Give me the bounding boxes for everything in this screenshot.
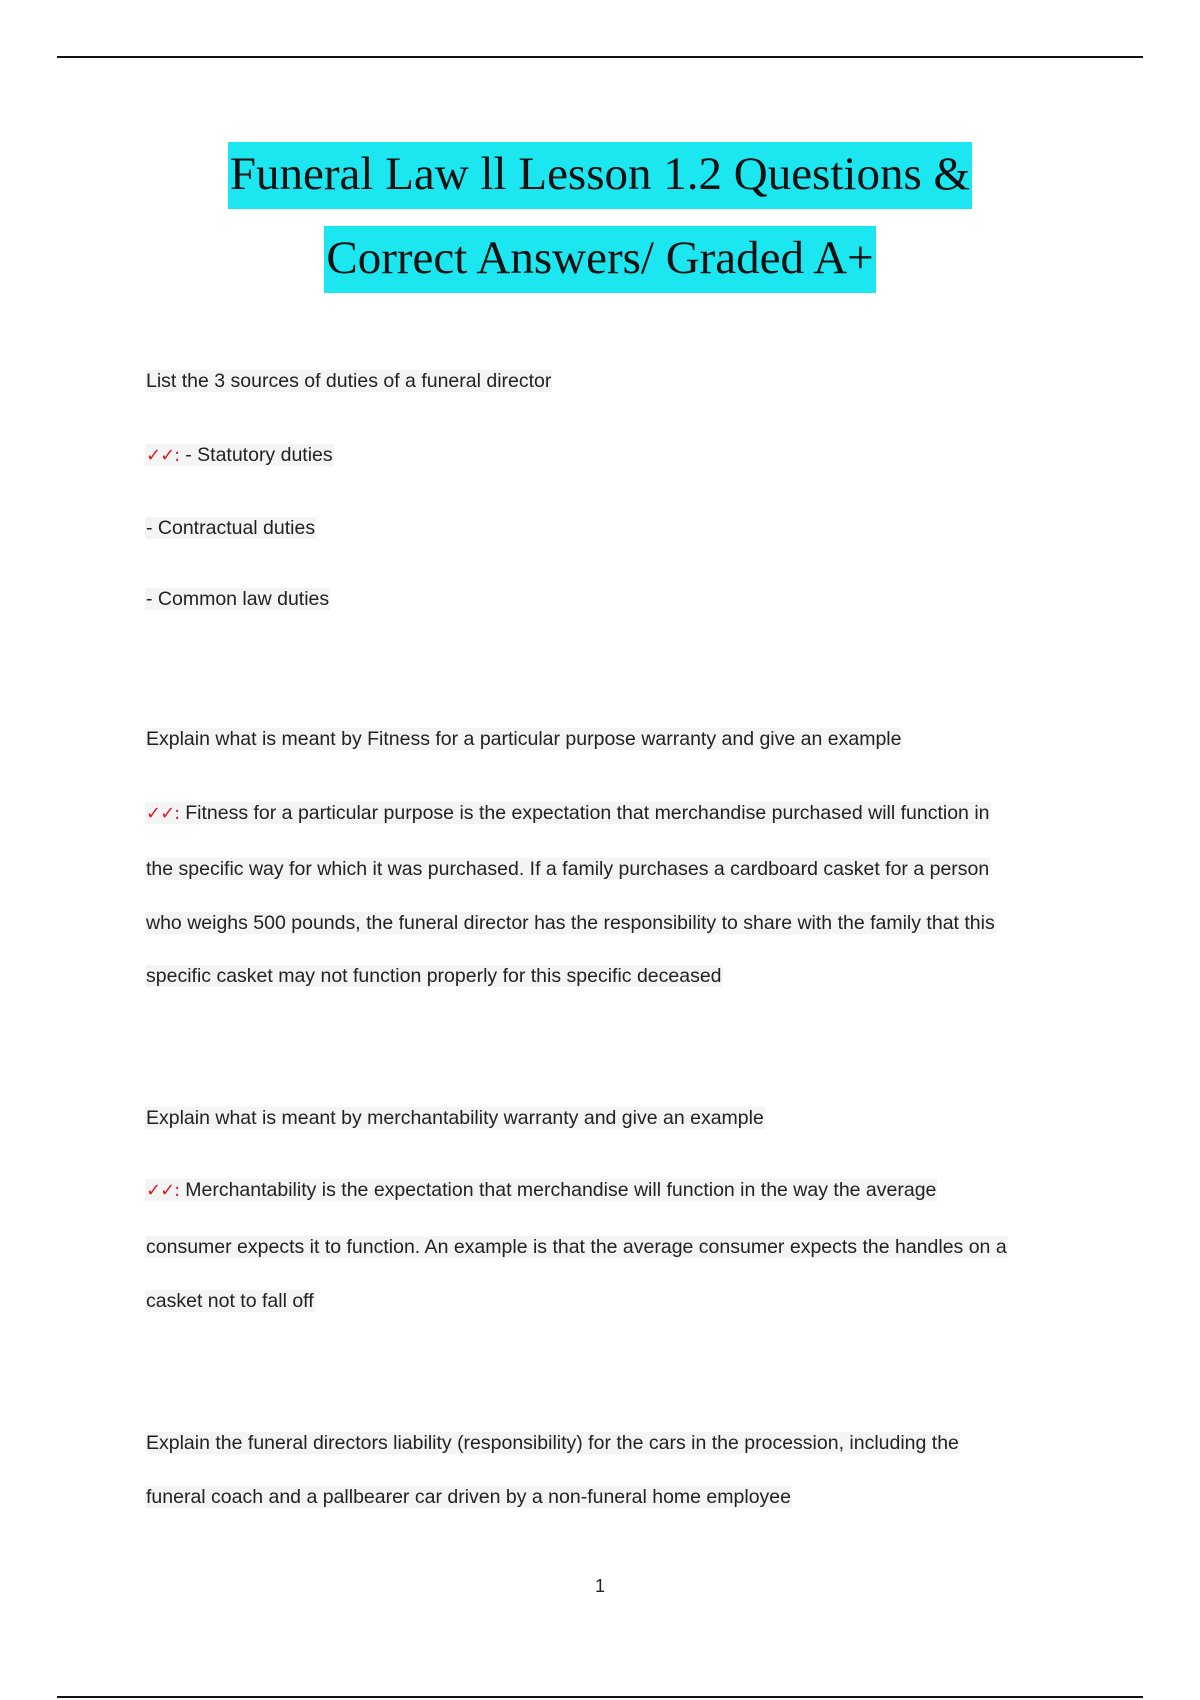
document-title-line-1	[0, 148, 1200, 200]
top-rule	[57, 56, 1143, 58]
answer-text: casket not to fall off	[146, 1290, 314, 1312]
answer-3-line-2	[145, 1233, 1008, 1261]
question-3-line-1: Explain what is meant by merchantability warranty and give an example	[146, 1107, 764, 1129]
question-2	[145, 725, 902, 753]
answer-text: consumer expects it to function. An example is that the average consumer expects the handles on a	[146, 1236, 1007, 1258]
answer-3-line-3	[145, 1287, 315, 1315]
question-3	[145, 1104, 765, 1132]
question-2-line-1: Explain what is meant by Fitness for a particular purpose warranty and give an example	[146, 728, 902, 750]
answer-check-icon: ✓✓:	[146, 803, 180, 824]
document-title-line-2	[0, 232, 1200, 284]
question-4-line-1	[145, 1429, 960, 1457]
answer-1-line-3	[145, 585, 330, 613]
answer-2-line-4	[145, 962, 723, 990]
question-4-line-2	[145, 1483, 792, 1511]
answer-text: - Common law duties	[146, 588, 330, 610]
answer-text: Fitness for a particular purpose is the expectation that merchandise purchased will function in	[185, 802, 990, 824]
question-1	[145, 367, 552, 395]
answer-2-line-3	[145, 909, 996, 937]
title-highlight: Funeral Law ll Lesson 1.2 Questions &	[228, 142, 972, 209]
answer-text: - Statutory duties	[185, 444, 333, 466]
question-1-line-1: List the 3 sources of duties of a funeral director	[146, 370, 552, 392]
answer-1-line-1	[145, 441, 334, 470]
question-text: Explain the funeral directors liability (responsibility) for the cars in the procession, including the	[146, 1432, 959, 1454]
answer-check-icon: ✓✓:	[146, 445, 180, 466]
answer-text: specific casket may not function properly for this specific deceased	[146, 965, 722, 987]
answer-2-line-1	[145, 799, 991, 828]
answer-text: who weighs 500 pounds, the funeral director has the responsibility to share with the family that this	[146, 912, 995, 934]
answer-check-icon: ✓✓:	[146, 1180, 180, 1201]
answer-text: - Contractual duties	[146, 517, 316, 539]
answer-text: the specific way for which it was purchased. If a family purchases a cardboard casket for a person	[146, 858, 990, 880]
answer-text: Merchantability is the expectation that merchandise will function in the way the average	[185, 1179, 937, 1201]
question-text: funeral coach and a pallbearer car driven by a non-funeral home employee	[146, 1486, 791, 1508]
title-highlight: Correct Answers/ Graded A+	[324, 226, 875, 293]
answer-3-line-1	[145, 1176, 937, 1205]
answer-1-line-2	[145, 514, 316, 542]
answer-2-line-2	[145, 855, 990, 883]
bottom-rule	[57, 1696, 1143, 1698]
page-number: 1	[594, 1576, 605, 1596]
